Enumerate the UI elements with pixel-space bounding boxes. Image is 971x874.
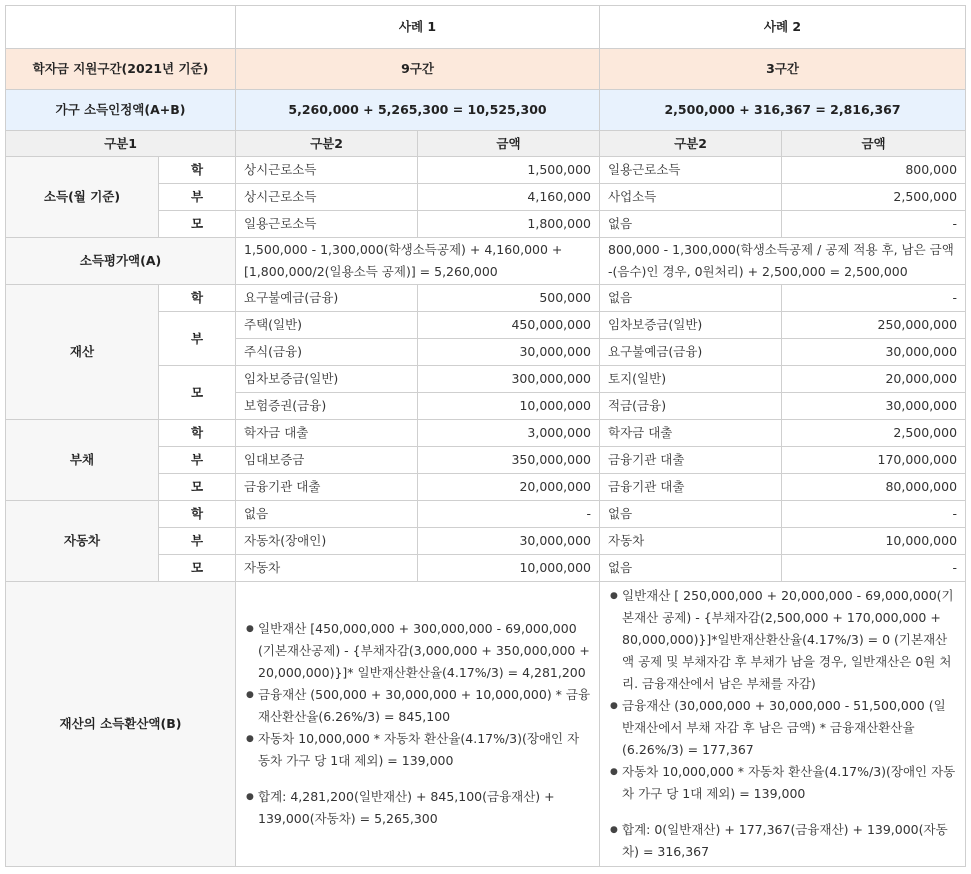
list-item: ● 일반재산 [ 250,000,000 + 20,000,000 - 69,000,000(기본재산 공제) - {부채자감(2,500,000 + 170,000,000 + 80,000,000)}]*일반재산환산율(4.17%/3) = 0 (기본재산액 공제 및 부채자감 후 부채가 남을 경우, 일반재산은 0원 처리. 금융재산에서 남은 부채를 자감) [610,585,957,695]
list-item: ● 금융재산 (30,000,000 + 30,000,000 - 51,500,000 (일반재산에서 부채 자감 후 남은 금액) * 금융재산환산율 (6.26%/3) = 177,367 [610,695,957,761]
col-amount-case1: 금액 [418,131,600,157]
comparison-table [5,5,966,867]
cell-type: 자동차(장애인) [236,528,418,555]
cell-amount: 1,500,000 [418,157,600,184]
cell-amount: 10,000,000 [418,393,600,420]
cell-amount: 1,800,000 [418,211,600,238]
cell-amount: 250,000,000 [782,312,966,339]
cell-type: 없음 [600,501,782,528]
cell-type: 없음 [600,211,782,238]
cell-amount: 170,000,000 [782,447,966,474]
cell-amount: 2,500,000 [782,184,966,211]
cell-amount: 20,000,000 [782,366,966,393]
cell-type: 없음 [600,555,782,582]
cell-amount: - [782,555,966,582]
header-blank [6,6,236,49]
cell-type: 적금(금융) [600,393,782,420]
conversion-case2 [600,582,966,867]
cell-type: 보험증권(금융) [236,393,418,420]
cell-type: 주식(금융) [236,339,418,366]
cell-type: 임대보증금 [236,447,418,474]
debt-label: 부채 [6,420,159,501]
cell-amount: 2,500,000 [782,420,966,447]
list-item: ● 자동차 10,000,000 * 자동차 환산율(4.17%/3)(장애인 자동차 가구 당 1대 제외) = 139,000 [610,761,957,805]
conversion-case1 [236,582,600,867]
col-cat2-case2: 구분2 [600,131,782,157]
income-eval-case1: 1,500,000 - 1,300,000(학생소득공제) + 4,160,000 + [1,800,000/2(일용소득 공제)] = 5,260,000 [236,238,600,285]
row-who: 모 [159,555,236,582]
cell-type: 상시근로소득 [236,184,418,211]
list-item: ● 자동차 10,000,000 * 자동차 환산율(4.17%/3)(장애인 자동차 가구 당 1대 제외) = 139,000 [246,728,591,772]
header-case2: 사례 2 [600,6,966,49]
cell-amount: 30,000,000 [418,528,600,555]
row-who: 부 [159,447,236,474]
cell-type: 요구불예금(금융) [600,339,782,366]
cell-type: 임차보증금(일반) [236,366,418,393]
cell-amount: 10,000,000 [782,528,966,555]
cell-amount: - [782,501,966,528]
cell-amount: 30,000,000 [782,393,966,420]
cell-amount: - [782,211,966,238]
row-who: 학 [159,157,236,184]
cell-type: 자동차 [600,528,782,555]
cell-type: 학자금 대출 [236,420,418,447]
household-case2: 2,500,000 + 316,367 = 2,816,367 [600,90,966,131]
cell-type: 임차보증금(일반) [600,312,782,339]
cell-amount: 20,000,000 [418,474,600,501]
household-label: 가구 소득인정액(A+B) [6,90,236,131]
row-who: 부 [159,184,236,211]
cell-type: 사업소득 [600,184,782,211]
conversion-label: 재산의 소득환산액(B) [6,582,236,867]
cell-type: 일용근로소득 [600,157,782,184]
cell-amount: 4,160,000 [418,184,600,211]
row-who: 부 [159,528,236,555]
list-item: ● 합계: 4,281,200(일반재산) + 845,100(금융재산) + 139,000(자동차) = 5,265,300 [246,786,591,830]
cell-type: 자동차 [236,555,418,582]
income-eval-case2: 800,000 - 1,300,000(학생소득공제 / 공제 적용 후, 남은 금액 -(음수)인 경우, 0원처리) + 2,500,000 = 2,500,000 [600,238,966,285]
income-label: 소득(월 기준) [6,157,159,238]
bracket-case1: 9구간 [236,49,600,90]
cell-type: 일용근로소득 [236,211,418,238]
cell-amount: 30,000,000 [418,339,600,366]
row-who: 모 [159,474,236,501]
cell-amount: 800,000 [782,157,966,184]
cell-amount: 300,000,000 [418,366,600,393]
conversion-case2-list [608,585,957,863]
household-case1: 5,260,000 + 5,265,300 = 10,525,300 [236,90,600,131]
cell-amount: - [782,285,966,312]
bracket-case2: 3구간 [600,49,966,90]
row-who: 학 [159,420,236,447]
cell-type: 주택(일반) [236,312,418,339]
cell-amount: 80,000,000 [782,474,966,501]
cell-type: 없음 [236,501,418,528]
conversion-case1-list [244,618,591,830]
cell-type: 금융기관 대출 [600,447,782,474]
car-label: 자동차 [6,501,159,582]
cell-type: 상시근로소득 [236,157,418,184]
cell-type: 없음 [600,285,782,312]
row-who: 학 [159,501,236,528]
col-cat1: 구분1 [6,131,236,157]
list-item: ● 합계: 0(일반재산) + 177,367(금융재산) + 139,000(자동차) = 316,367 [610,819,957,863]
row-who: 모 [159,366,236,420]
cell-amount: 500,000 [418,285,600,312]
header-case1: 사례 1 [236,6,600,49]
cell-type: 금융기관 대출 [600,474,782,501]
cell-type: 토지(일반) [600,366,782,393]
cell-type: 요구불예금(금융) [236,285,418,312]
cell-amount: 450,000,000 [418,312,600,339]
assets-label: 재산 [6,285,159,420]
cell-amount: 10,000,000 [418,555,600,582]
cell-type: 학자금 대출 [600,420,782,447]
row-who: 모 [159,211,236,238]
row-who: 부 [159,312,236,366]
col-amount-case2: 금액 [782,131,966,157]
income-eval-label: 소득평가액(A) [6,238,236,285]
col-cat2-case1: 구분2 [236,131,418,157]
list-item: ● 일반재산 [450,000,000 + 300,000,000 - 69,000,000 (기본재산공제) - {부채자감(3,000,000 + 350,000,000 + 20,000,000)}]* 일반재산환산율(4.17%/3) = 4,281,200 [246,618,591,684]
cell-amount: 350,000,000 [418,447,600,474]
list-item: ● 금융재산 (500,000 + 30,000,000 + 10,000,000) * 금융재산환산율(6.26%/3) = 845,100 [246,684,591,728]
cell-type: 금융기관 대출 [236,474,418,501]
bracket-label: 학자금 지원구간(2021년 기준) [6,49,236,90]
cell-amount: 30,000,000 [782,339,966,366]
cell-amount: 3,000,000 [418,420,600,447]
cell-amount: - [418,501,600,528]
row-who: 학 [159,285,236,312]
